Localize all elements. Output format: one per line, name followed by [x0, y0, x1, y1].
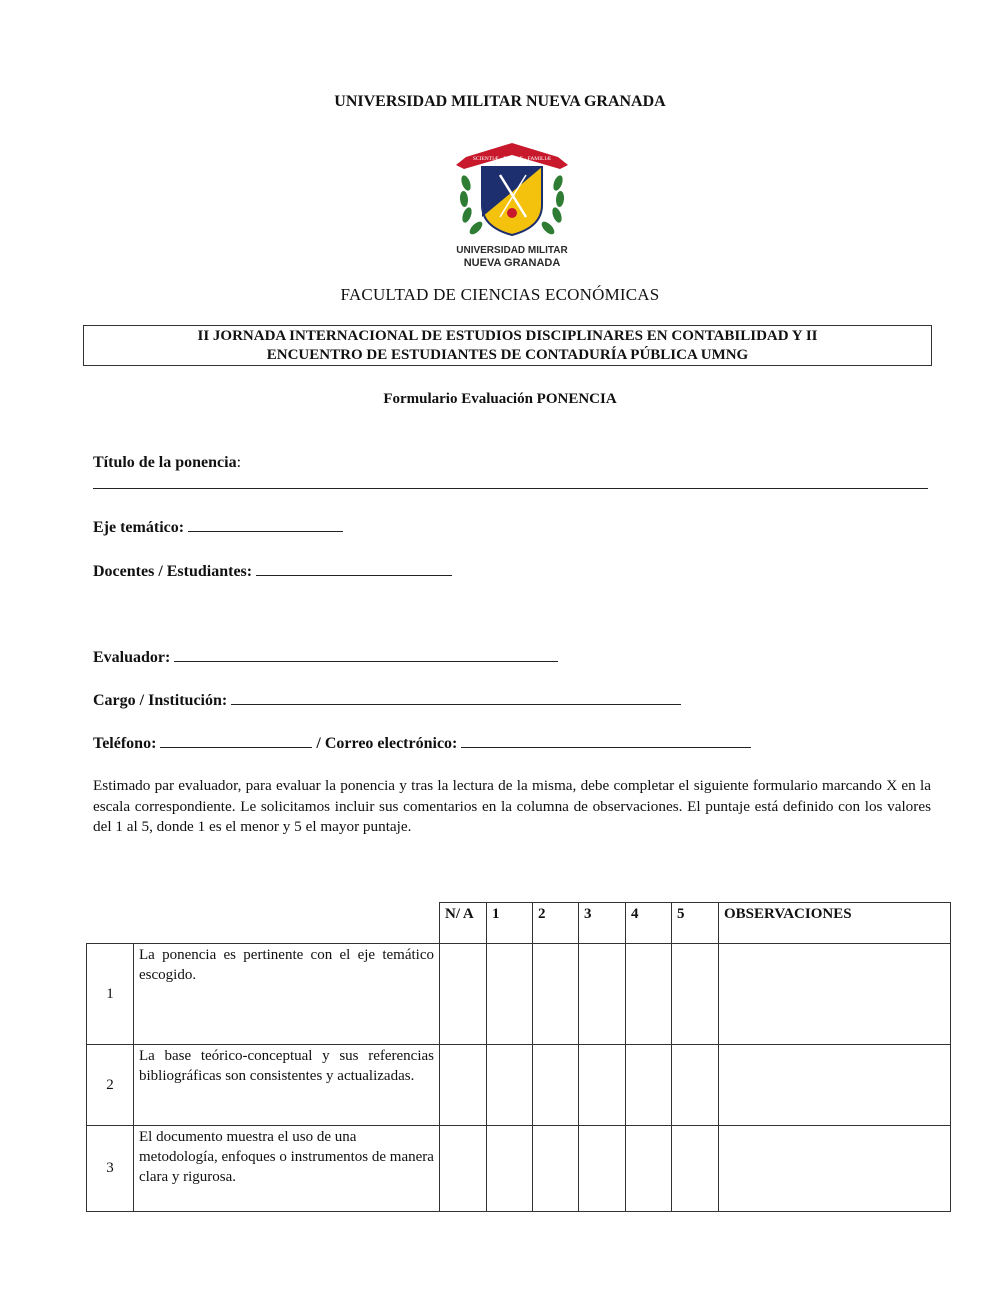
- cell-observaciones[interactable]: [719, 1045, 951, 1126]
- header-1: 1: [487, 903, 533, 944]
- docentes-input-line[interactable]: [256, 561, 452, 576]
- table-header-row: [87, 903, 951, 944]
- logo-name-line2: NUEVA GRANADA: [463, 257, 561, 269]
- telefono-label: Teléfono:: [93, 735, 157, 752]
- row-criterion: La base teórico-conceptual y sus referencias bibliográficas son consistentes y actualizadas.: [134, 1045, 440, 1126]
- cell-score-4[interactable]: [626, 944, 672, 1045]
- contact-field: [93, 733, 751, 753]
- correo-label: / Correo electrónico:: [316, 735, 458, 752]
- eje-input-line[interactable]: [188, 517, 343, 532]
- faculty-title: FACULTAD DE CIENCIAS ECONÓMICAS: [340, 285, 660, 304]
- evaluation-table: [86, 902, 951, 1212]
- correo-input-line[interactable]: [461, 733, 751, 748]
- form-title: Formulario Evaluación PONENCIA: [383, 391, 617, 407]
- cell-na[interactable]: [440, 1045, 487, 1126]
- cell-score-5[interactable]: [672, 1045, 719, 1126]
- header-na: N/ A: [440, 903, 487, 944]
- row-number: 2: [87, 1045, 134, 1126]
- cell-score-1[interactable]: [487, 1045, 533, 1126]
- university-title: UNIVERSIDAD MILITAR NUEVA GRANADA: [334, 93, 666, 110]
- cell-score-3[interactable]: [579, 1045, 626, 1126]
- row-number: 1: [87, 944, 134, 1045]
- cell-score-3[interactable]: [579, 944, 626, 1045]
- cell-na[interactable]: [440, 1126, 487, 1212]
- titulo-input-line[interactable]: [93, 488, 928, 489]
- cell-score-2[interactable]: [533, 944, 579, 1045]
- eje-label: Eje temático:: [93, 519, 185, 536]
- cargo-label: Cargo / Institución:: [93, 692, 228, 709]
- cell-observaciones[interactable]: [719, 1126, 951, 1212]
- table-header-blank: [87, 903, 440, 944]
- cargo-input-line[interactable]: [231, 690, 681, 705]
- header-3: 3: [579, 903, 626, 944]
- docentes-label: Docentes / Estudiantes:: [93, 563, 253, 580]
- row-number: 3: [87, 1126, 134, 1212]
- evaluador-input-line[interactable]: [174, 647, 558, 662]
- cell-score-4[interactable]: [626, 1126, 672, 1212]
- header-observaciones: OBSERVACIONES: [719, 903, 951, 944]
- cell-score-5[interactable]: [672, 944, 719, 1045]
- table-row: [87, 944, 951, 1045]
- pomegranate-icon: [507, 208, 517, 218]
- event-title-box: [83, 325, 932, 366]
- row-criterion: La ponencia es pertinente con el eje temático escogido.: [134, 944, 440, 1045]
- event-title-line1: II JORNADA INTERNACIONAL DE ESTUDIOS DISCIPLINARES EN CONTABILIDAD Y II: [197, 328, 818, 344]
- cell-score-2[interactable]: [533, 1126, 579, 1212]
- header-4: 4: [626, 903, 672, 944]
- cargo-field: [93, 690, 681, 710]
- evaluador-label: Evaluador:: [93, 649, 171, 666]
- cell-observaciones[interactable]: [719, 944, 951, 1045]
- telefono-input-line[interactable]: [160, 733, 312, 748]
- cell-score-2[interactable]: [533, 1045, 579, 1126]
- table-row: [87, 1045, 951, 1126]
- cell-score-3[interactable]: [579, 1126, 626, 1212]
- header-5: 5: [672, 903, 719, 944]
- cell-score-5[interactable]: [672, 1126, 719, 1212]
- table-row: [87, 1126, 951, 1212]
- eje-field: [93, 517, 343, 537]
- docentes-field: [93, 561, 452, 581]
- logo-name-line1: UNIVERSIDAD MILITAR: [456, 245, 568, 256]
- evaluador-field: [93, 647, 558, 667]
- event-title-line2: ENCUENTRO DE ESTUDIANTES DE CONTADURÍA PÚBLICA UMNG: [266, 347, 749, 363]
- logo-motto: SCIENTIÆ · PATRIÆ · FAMILIÆ: [472, 156, 552, 162]
- header-2: 2: [533, 903, 579, 944]
- titulo-label: Título de la ponencia: [93, 454, 237, 471]
- instructions-paragraph: Estimado par evaluador, para evaluar la ponencia y tras la lectura de la misma, debe completar el siguiente formulario marcando X en la escala correspondiente. Le solicitamos incluir sus comentarios en la columna de observaciones. El puntaje está definido con los valores del 1 al 5, donde 1 es el menor y 5 el mayor puntaje.: [93, 777, 931, 835]
- titulo-field: [93, 454, 241, 472]
- cell-score-1[interactable]: [487, 944, 533, 1045]
- cell-na[interactable]: [440, 944, 487, 1045]
- titulo-colon: :: [236, 454, 242, 471]
- university-logo: [452, 135, 572, 270]
- cell-score-4[interactable]: [626, 1045, 672, 1126]
- row-criterion: El documento muestra el uso de una metodología, enfoques o instrumentos de manera clara y rigurosa.: [134, 1126, 440, 1212]
- cell-score-1[interactable]: [487, 1126, 533, 1212]
